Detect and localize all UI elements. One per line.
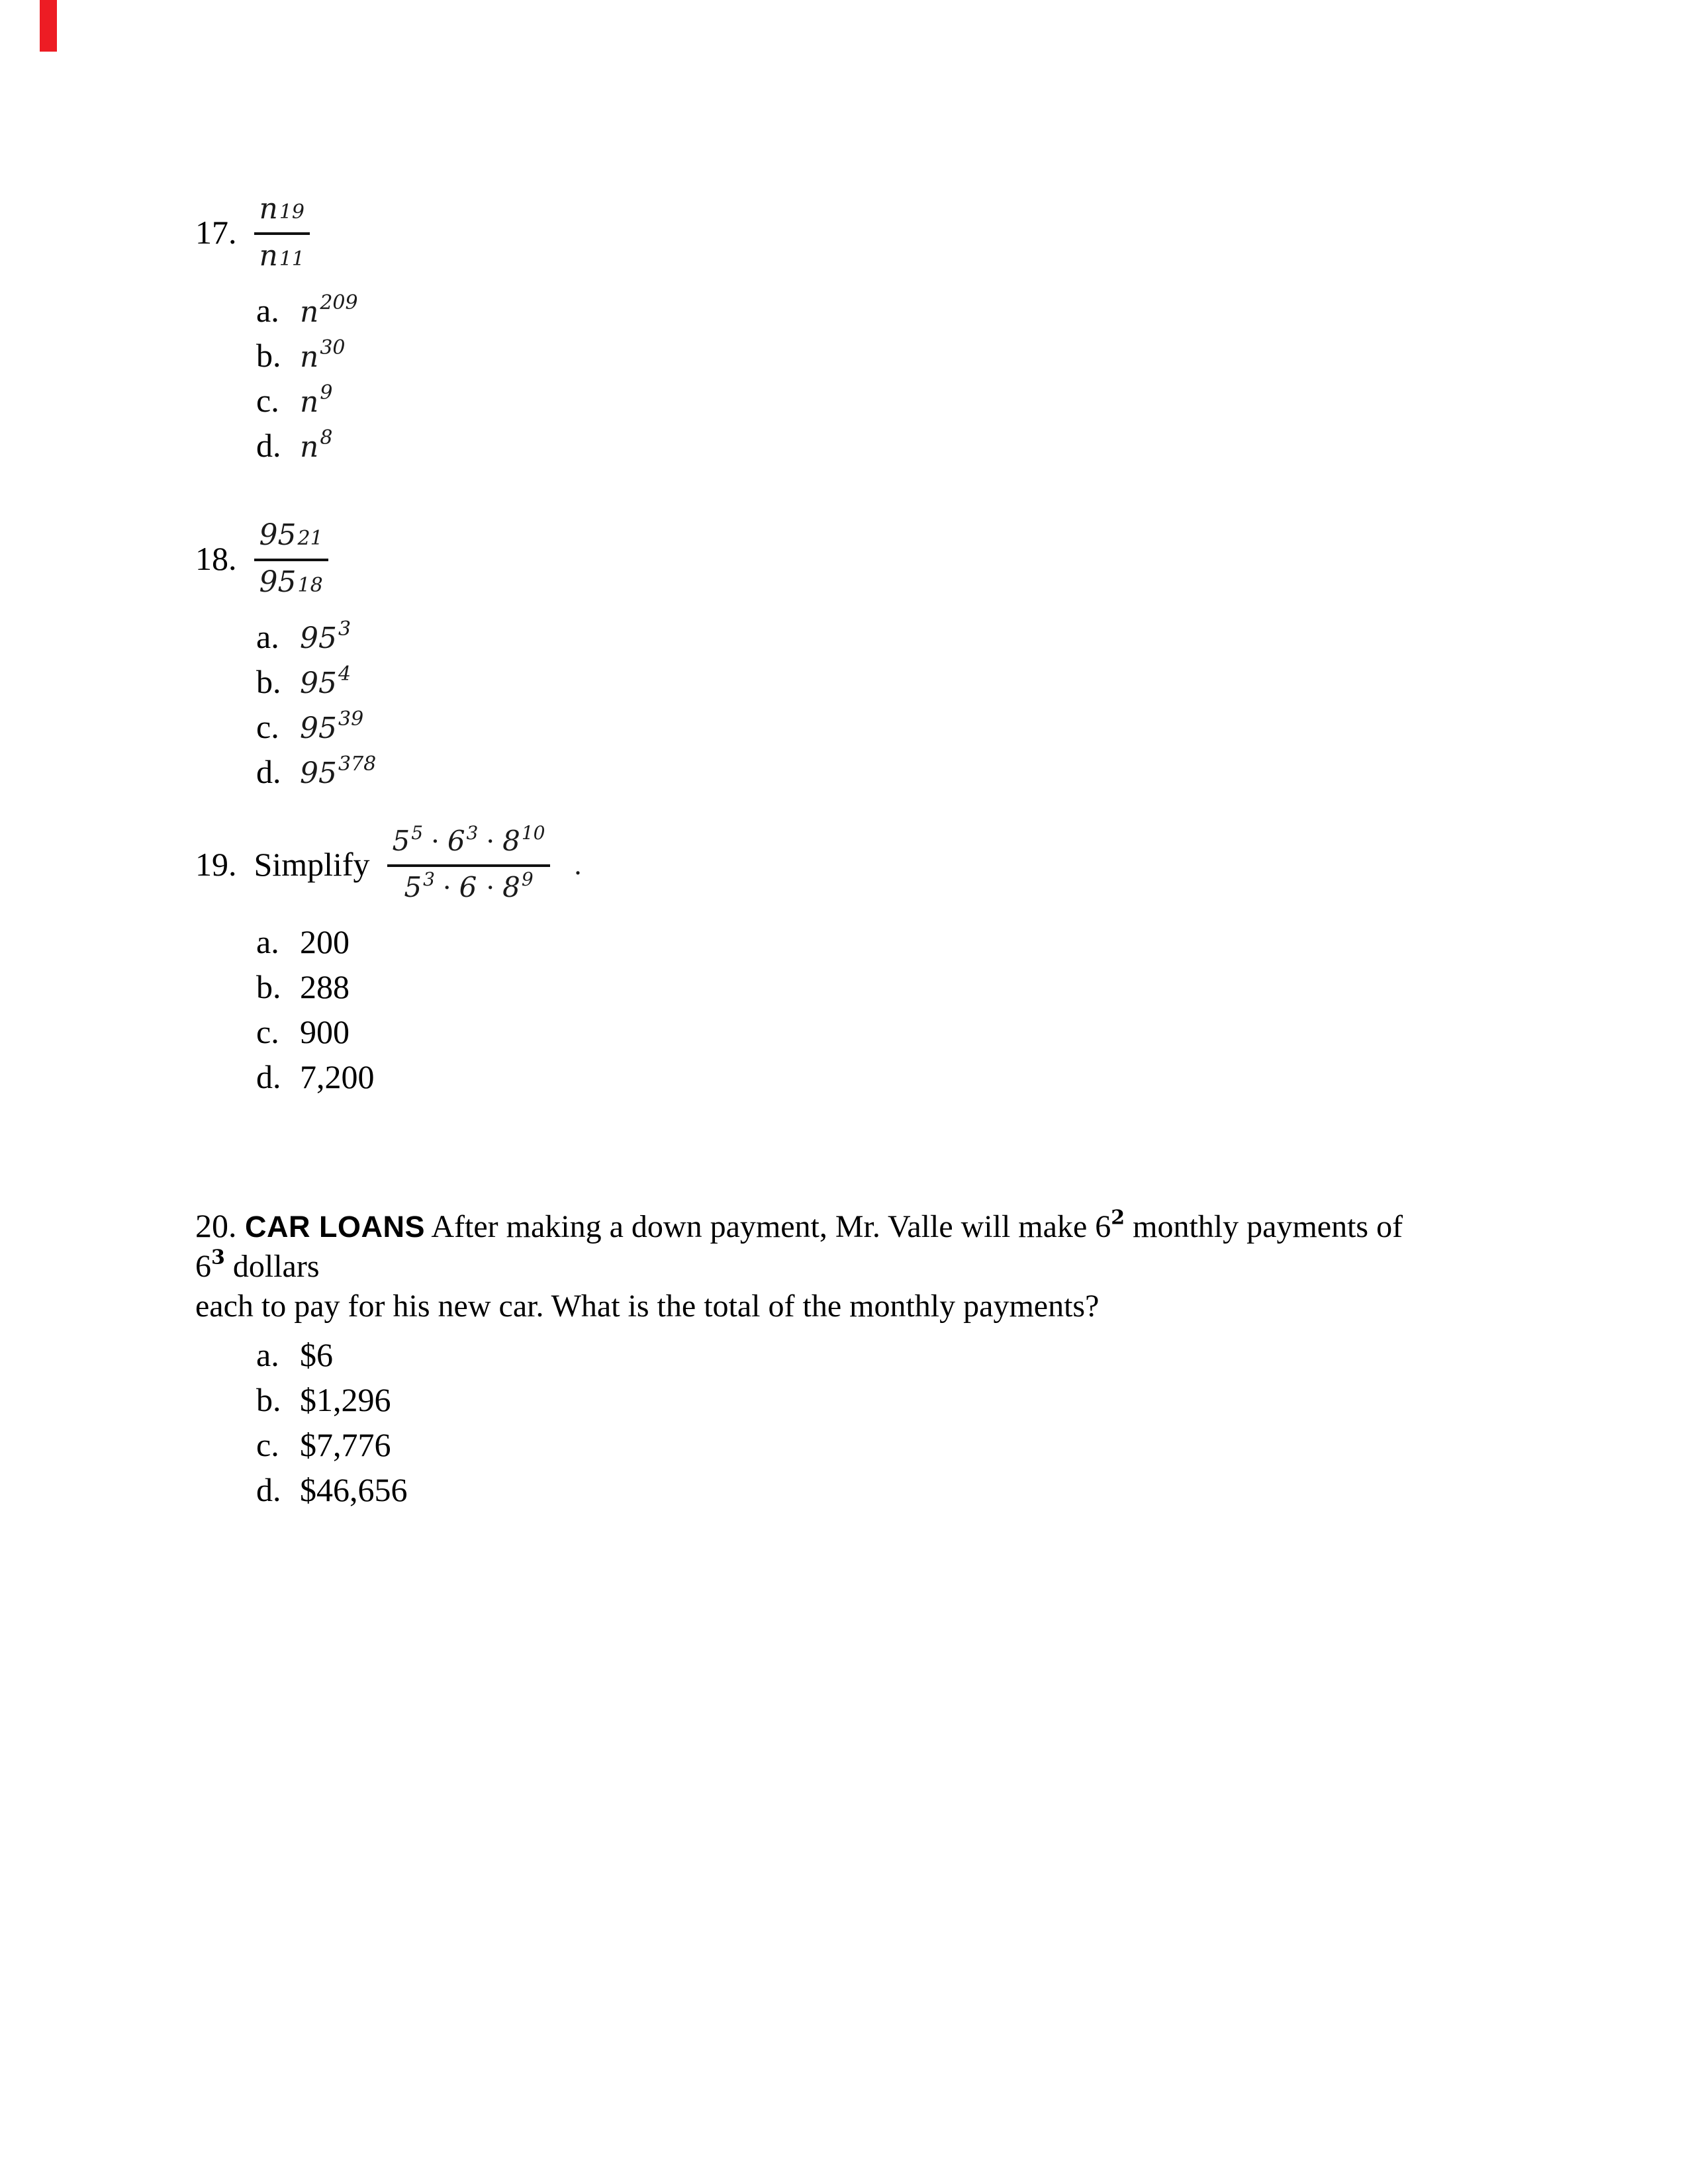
math-base: 95: [259, 565, 297, 599]
option-letter: b.: [256, 663, 281, 700]
question-18: [195, 518, 1440, 788]
math-exponent: 30: [320, 336, 346, 360]
question-19-stem: [195, 821, 1440, 904]
question-19: [195, 821, 1440, 1095]
answer-option-d: [256, 426, 1440, 462]
math-exponent: 209: [320, 291, 358, 315]
math-exponent: 3: [423, 868, 435, 890]
sentence-period: .: [574, 848, 582, 881]
math-exponent: 5: [411, 821, 424, 844]
question-20: [195, 1206, 1440, 1506]
option-value: 7,200: [300, 1058, 375, 1095]
question-number: 19.: [195, 846, 237, 883]
fraction-denominator: [399, 868, 538, 904]
math-base: 8: [502, 871, 520, 903]
fraction-bar: [387, 864, 551, 867]
options-list: [256, 1336, 1440, 1506]
option-letter: c.: [256, 382, 279, 419]
option-letter: d.: [256, 427, 281, 464]
option-value: 900: [300, 1013, 350, 1050]
options-list: [256, 291, 1440, 462]
fraction-numerator: 95 21: [259, 518, 323, 552]
fraction-numerator: n 19: [259, 192, 305, 226]
answer-option-a: [256, 923, 1440, 958]
math-exponent: 4: [338, 662, 352, 686]
answer-option-a: [256, 1336, 1440, 1371]
power: [404, 868, 435, 904]
answer-option-b: [256, 662, 1440, 698]
option-letter: b.: [256, 968, 281, 1005]
option-letter: a.: [256, 1336, 279, 1373]
fraction: [254, 192, 310, 273]
answer-option-a: [256, 291, 1440, 327]
option-value: 288: [300, 968, 350, 1005]
question-20-stem: [195, 1206, 1440, 1326]
fraction-denominator: n 11: [259, 239, 305, 273]
option-value: [300, 291, 358, 329]
answer-option-c: [256, 707, 1440, 743]
option-value: $7,776: [300, 1426, 391, 1463]
math-base: 95: [300, 621, 337, 655]
question-17: [195, 192, 1440, 462]
option-letter: c.: [256, 1426, 279, 1463]
dot-separator: ·: [486, 827, 495, 857]
answer-option-c: [256, 381, 1440, 417]
math-exponent: 9: [320, 381, 333, 405]
math-base: n: [300, 385, 319, 419]
question-number: 20.: [195, 1207, 245, 1244]
options-list: [256, 617, 1440, 788]
fraction-bar: [254, 232, 310, 235]
question-topic: CAR LOANS: [245, 1210, 425, 1244]
answer-option-b: [256, 336, 1440, 372]
question-number: 18.: [195, 540, 237, 577]
math-exponent: 9: [521, 868, 534, 890]
option-value: 200: [300, 923, 350, 960]
question-number: 17.: [195, 214, 237, 251]
power: [502, 868, 534, 904]
math-base: 8: [502, 825, 520, 857]
math-base: 95: [300, 711, 337, 745]
question-text-segment: After making a down payment, Mr. Valle will make 6: [425, 1209, 1111, 1244]
math-base: 5: [392, 825, 410, 857]
exponent-superscript: 3: [211, 1246, 225, 1269]
option-letter: d.: [256, 753, 281, 790]
options-list: [256, 923, 1440, 1093]
option-value: [300, 426, 333, 464]
fraction-denominator: 95 18: [259, 565, 323, 599]
math-base: n: [300, 295, 319, 329]
dot-separator: ·: [486, 873, 495, 903]
dot-separator: ·: [431, 827, 440, 857]
option-letter: c.: [256, 1013, 279, 1050]
option-letter: d.: [256, 1058, 281, 1095]
math-base: 95: [300, 666, 337, 700]
answer-option-a: [256, 617, 1440, 653]
exponent-superscript: 2: [1111, 1206, 1125, 1230]
option-value: [300, 707, 364, 745]
option-letter: a.: [256, 292, 279, 329]
question-prompt: Simplify: [254, 846, 370, 883]
option-value: [300, 662, 352, 700]
option-letter: a.: [256, 618, 279, 655]
math-base: 95: [259, 518, 297, 552]
math-base: n: [259, 192, 278, 226]
dot-separator: ·: [442, 873, 451, 903]
math-base: n: [259, 239, 278, 273]
math-base: n: [300, 340, 319, 374]
question-text-segment: dollars: [224, 1249, 320, 1284]
option-value: [300, 752, 377, 790]
question-text-segment: monthly payments of 6: [195, 1209, 1403, 1284]
fraction: [254, 518, 328, 599]
question-18-stem: [195, 518, 1440, 599]
answer-option-d: [256, 1471, 1440, 1506]
option-value: $1,296: [300, 1381, 391, 1418]
option-value: [300, 381, 333, 419]
math-base: n: [300, 430, 319, 464]
math-exponent: 8: [320, 426, 333, 450]
power: [447, 821, 479, 858]
math-base: 6: [459, 871, 477, 903]
answer-option-d: [256, 752, 1440, 788]
math-base: 95: [300, 756, 337, 790]
red-mark: [40, 0, 57, 52]
math-exponent: 378: [338, 752, 377, 776]
page-content: [195, 0, 1440, 1516]
option-value: $46,656: [300, 1471, 408, 1508]
math-exponent: 3: [338, 617, 352, 641]
power: [459, 871, 479, 904]
option-letter: a.: [256, 923, 279, 960]
option-letter: b.: [256, 337, 281, 374]
fraction: [387, 821, 551, 904]
answer-option-b: [256, 968, 1440, 1003]
answer-option-c: [256, 1013, 1440, 1048]
question-17-stem: [195, 192, 1440, 273]
option-value: [300, 617, 352, 655]
answer-option-d: [256, 1058, 1440, 1093]
option-value: [300, 336, 346, 374]
answer-option-c: [256, 1426, 1440, 1461]
power: [392, 821, 424, 858]
math-base: 6: [447, 825, 465, 857]
math-exponent: 39: [338, 707, 364, 731]
fraction-bar: [254, 559, 328, 561]
question-text-segment: each to pay for his new car. What is the total of the monthly payments?: [195, 1289, 1100, 1324]
option-value: $6: [300, 1336, 333, 1373]
option-letter: d.: [256, 1471, 281, 1508]
option-letter: c.: [256, 708, 279, 745]
math-exponent: 10: [521, 821, 545, 844]
option-letter: b.: [256, 1381, 281, 1418]
math-exponent: 3: [466, 821, 479, 844]
fraction-numerator: [387, 821, 551, 858]
power: [502, 821, 545, 858]
answer-option-b: [256, 1381, 1440, 1416]
math-base: 5: [404, 871, 422, 903]
